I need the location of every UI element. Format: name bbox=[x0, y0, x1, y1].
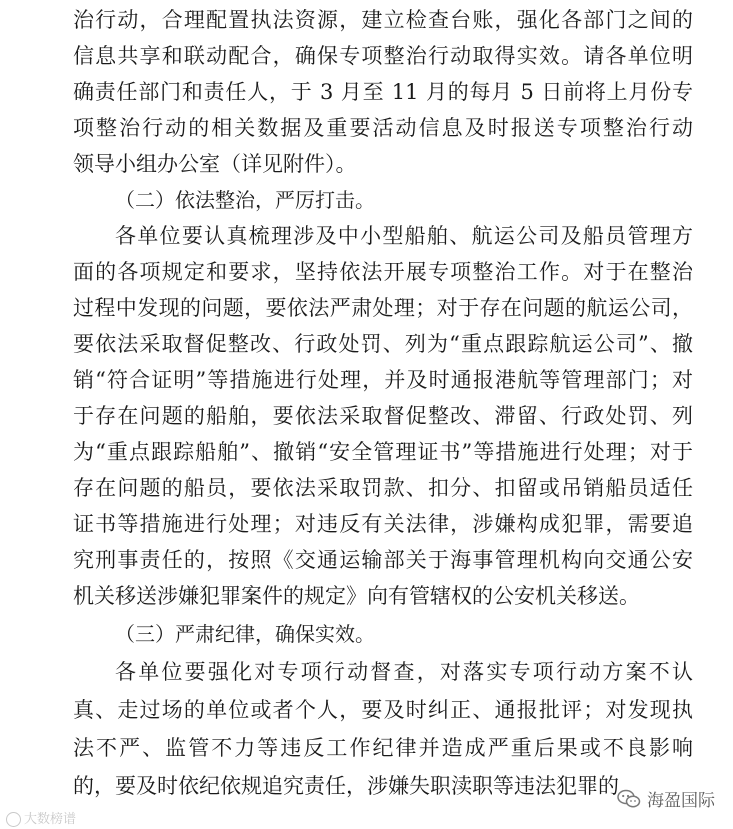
source-watermark-text: 大数榜谱 bbox=[24, 812, 77, 827]
text-line: 的，要及时依纪依规追究责任，涉嫌失职渎职等违法犯罪的 bbox=[73, 774, 619, 798]
text-line: 究刑事责任的，按照《交通运输部关于海事管理机构向交通公安 bbox=[73, 548, 693, 572]
account-watermark bbox=[617, 786, 715, 811]
text-line: 信息共享和联动配合，确保专项整治行动取得实效。请各单位明 bbox=[73, 44, 693, 68]
text-line: 于存在问题的船舶，要依法采取督促整改、滞留、行政处罚、列 bbox=[73, 404, 693, 428]
text-line: 各单位要认真梳理涉及中小型船舶、航运公司及船员管理方 bbox=[115, 224, 693, 248]
text-line: 存在问题的船员，要依法采取罚款、扣分、扣留或吊销船员适任 bbox=[73, 476, 693, 500]
wechat-icon bbox=[617, 789, 641, 809]
text-line: 确责任部门和责任人，于 3 月至 11 月的每月 5 日前将上月份专 bbox=[73, 80, 693, 104]
text-line: 要依法采取督促整改、行政处罚、列为“重点跟踪航运公司”、撤 bbox=[73, 332, 693, 356]
text-line: 法不严、监管不力等违反工作纪律并造成严重后果或不良影响 bbox=[73, 736, 693, 760]
text-line: 过程中发现的问题，要依法严肃处理；对于存在问题的航运公司， bbox=[73, 296, 693, 320]
text-line: 机关移送涉嫌犯罪案件的规定》向有管辖权的公安机关移送。 bbox=[73, 584, 640, 608]
section-heading: （三）严肃纪律，确保实效。 bbox=[115, 622, 375, 646]
account-watermark-text: 海盈国际 bbox=[647, 791, 715, 811]
text-line: 领导小组办公室（详见附件）。 bbox=[73, 152, 357, 176]
text-line: 销“符合证明”等措施进行处理，并及时通报港航等管理部门；对 bbox=[73, 368, 693, 392]
text-line: 为“重点跟踪船舶”、撤销“安全管理证书”等措施进行处理；对于 bbox=[73, 440, 693, 464]
text-line: 项整治行动的相关数据及重要活动信息及时报送专项整治行动 bbox=[73, 116, 693, 140]
text-line: 各单位要强化对专项行动督查，对落实专项行动方案不认 bbox=[115, 660, 693, 684]
circle-logo-icon bbox=[6, 812, 21, 827]
source-watermark bbox=[6, 808, 76, 827]
text-line: 证书等措施进行处理；对违反有关法律，涉嫌构成犯罪，需要追 bbox=[73, 512, 693, 536]
section-heading: （二）依法整治，严厉打击。 bbox=[115, 188, 375, 212]
text-line: 面的各项规定和要求，坚持依法开展专项整治工作。对于在整治 bbox=[73, 260, 693, 284]
text-line: 真、走过场的单位或者个人，要及时纠正、通报批评；对发现执 bbox=[73, 698, 693, 722]
text-line: 治行动，合理配置执法资源，建立检查台账，强化各部门之间的 bbox=[73, 8, 693, 32]
